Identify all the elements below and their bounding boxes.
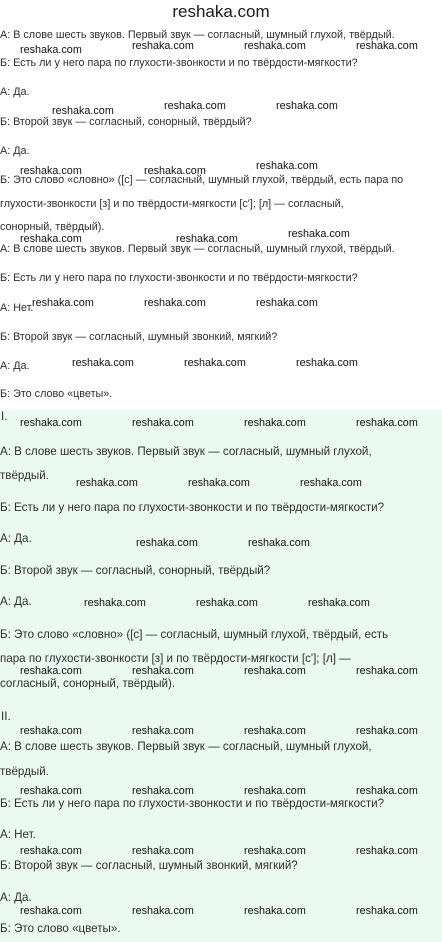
watermark: reshaka.com xyxy=(308,597,370,609)
dialogue-line: Б: Есть ли у него пара по глухости-звонкости и по твёрдости-мягкости? xyxy=(0,501,385,514)
watermark: reshaka.com xyxy=(72,357,134,369)
watermark: reshaka.com xyxy=(244,905,306,917)
watermark: reshaka.com xyxy=(136,537,198,549)
dialogue-line: А: Да. xyxy=(0,86,30,98)
dialogue-line: А: Нет. xyxy=(0,302,34,314)
watermark: reshaka.com xyxy=(132,725,194,737)
dialogue-line: Б: Второй звук — согласный, шумный звонкий, мягкий? xyxy=(0,859,298,872)
watermark: reshaka.com xyxy=(356,417,418,429)
watermark: reshaka.com xyxy=(20,417,82,429)
dialogue-line: Б: Это слово «словно» ([с] — согласный, шумный глухой, твёрдый, есть xyxy=(0,628,389,641)
dialogue-line: Б: Это слово «цветы». xyxy=(0,388,113,400)
watermark: reshaka.com xyxy=(20,665,82,677)
dialogue-line: Б: Есть ли у него пара по глухости-звонкости и по твёрдости-мягкости? xyxy=(0,272,358,284)
section-marker: II. xyxy=(1,710,11,723)
watermark: reshaka.com xyxy=(300,477,362,489)
dialogue-line: Б: Это слово «словно» ([с] — согласный, шумный глухой, твёрдый, есть пара по xyxy=(0,174,404,186)
dialogue-line: А: Да. xyxy=(0,532,32,545)
watermark: reshaka.com xyxy=(356,40,418,52)
watermark: reshaka.com xyxy=(256,297,318,309)
dialogue-line: согласный, сонорный, твёрдый). xyxy=(0,677,176,690)
watermark: reshaka.com xyxy=(20,165,82,177)
watermark: reshaka.com xyxy=(276,100,338,112)
dialogue-line: пара по глухости-звонкости [з] и по твёрдости-мягкости [с']; [л] — xyxy=(0,652,351,665)
watermark: reshaka.com xyxy=(132,785,194,797)
watermark: reshaka.com xyxy=(244,665,306,677)
watermark: reshaka.com xyxy=(244,725,306,737)
watermark: reshaka.com xyxy=(244,417,306,429)
watermark: reshaka.com xyxy=(20,233,82,245)
watermark: reshaka.com xyxy=(248,537,310,549)
watermark: reshaka.com xyxy=(244,785,306,797)
watermark: reshaka.com xyxy=(356,725,418,737)
dialogue-line: сонорный, твёрдый). xyxy=(0,221,105,233)
watermark: reshaka.com xyxy=(188,477,250,489)
watermark: reshaka.com xyxy=(184,357,246,369)
watermark: reshaka.com xyxy=(196,597,258,609)
dialogue-line: А: В слове шесть звуков. Первый звук — согласный, шумный глухой, твёрдый. xyxy=(0,29,395,41)
watermark: reshaka.com xyxy=(356,845,418,857)
watermark: reshaka.com xyxy=(132,905,194,917)
dialogue-line: А: В слове шесть звуков. Первый звук — согласный, шумный глухой, xyxy=(0,740,372,753)
section-marker: I. xyxy=(1,410,8,423)
watermark: reshaka.com xyxy=(20,725,82,737)
watermark: reshaka.com xyxy=(176,233,238,245)
site-title: reshaka.com xyxy=(172,2,270,21)
watermark: reshaka.com xyxy=(20,905,82,917)
dialogue-line: А: Да. xyxy=(0,360,30,372)
watermark: reshaka.com xyxy=(84,597,146,609)
watermark: reshaka.com xyxy=(356,785,418,797)
watermark: reshaka.com xyxy=(132,417,194,429)
watermark: reshaka.com xyxy=(144,297,206,309)
dialogue-line: твёрдый. xyxy=(0,765,49,778)
dialogue-line: А: В слове шесть звуков. Первый звук — согласный, шумный глухой, xyxy=(0,445,372,458)
watermark: reshaka.com xyxy=(356,665,418,677)
watermark: reshaka.com xyxy=(76,477,138,489)
dialogue-line: А: Да. xyxy=(0,891,32,904)
watermark: reshaka.com xyxy=(244,40,306,52)
dialogue-line: Б: Это слово «цветы». xyxy=(0,922,121,935)
dialogue-line: А: В слове шесть звуков. Первый звук — согласный, шумный глухой, твёрдый. xyxy=(0,243,395,255)
watermark: reshaka.com xyxy=(20,845,82,857)
dialogue-line: А: Да. xyxy=(0,595,32,608)
watermark: reshaka.com xyxy=(256,160,318,172)
watermark: reshaka.com xyxy=(296,357,358,369)
dialogue-line: Б: Есть ли у него пара по глухости-звонкости и по твёрдости-мягкости? xyxy=(0,57,358,69)
dialogue-line: А: Нет. xyxy=(0,828,36,841)
watermark: reshaka.com xyxy=(244,845,306,857)
watermark: reshaka.com xyxy=(132,845,194,857)
watermark: reshaka.com xyxy=(20,44,82,56)
dialogue-line: Б: Второй звук — согласный, шумный звонкий, мягкий? xyxy=(0,331,278,343)
watermark: reshaka.com xyxy=(132,665,194,677)
top-dialogue-panel xyxy=(0,22,442,410)
dialogue-line: Б: Второй звук — согласный, сонорный, твёрдый? xyxy=(0,116,252,128)
watermark: reshaka.com xyxy=(164,100,226,112)
dialogue-line: А: Да. xyxy=(0,145,30,157)
dialogue-line: глухости-звонкости [з] и по твёрдости-мягкости [с']; [л] — согласный, xyxy=(0,198,344,210)
watermark: reshaka.com xyxy=(20,785,82,797)
watermark: reshaka.com xyxy=(144,165,206,177)
watermark: reshaka.com xyxy=(52,105,114,117)
watermark: reshaka.com xyxy=(288,228,350,240)
watermark: reshaka.com xyxy=(32,297,94,309)
dialogue-line: твёрдый. xyxy=(0,469,49,482)
watermark: reshaka.com xyxy=(356,905,418,917)
dialogue-line: Б: Есть ли у него пара по глухости-звонкости и по твёрдости-мягкости? xyxy=(0,797,385,810)
dialogue-line: Б: Второй звук — согласный, сонорный, твёрдый? xyxy=(0,564,271,577)
watermark: reshaka.com xyxy=(132,40,194,52)
